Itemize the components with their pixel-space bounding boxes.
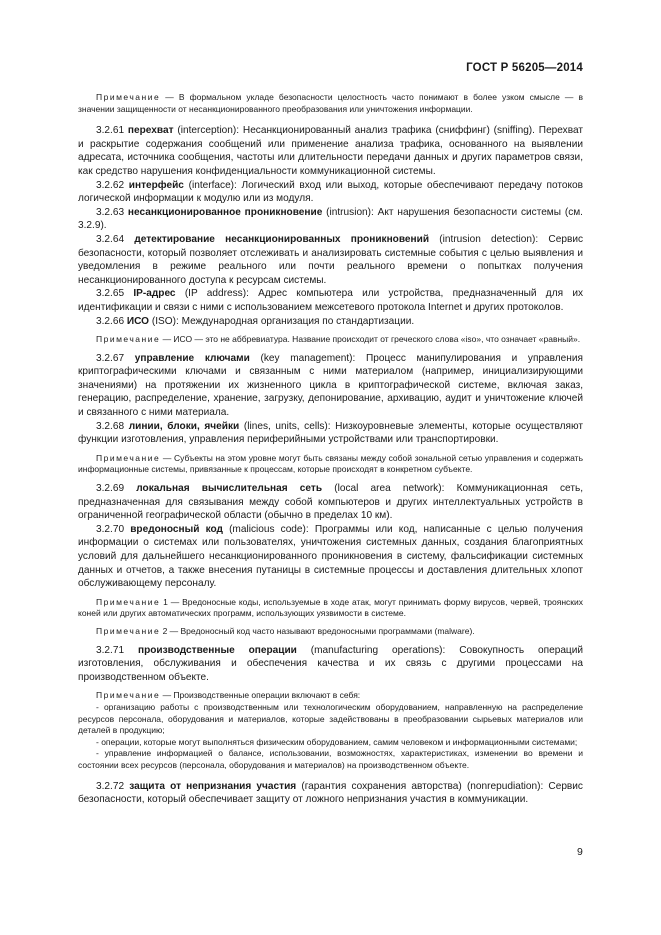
term-3-2-68: 3.2.68 линии, блоки, ячейки (lines, units, cells): Низкоуровневые элементы, которые осуществляют функции изготовления, управления периферийными устройствами или транспортировки.	[78, 420, 583, 446]
list-item: - организацию работы с производственным или технологическим оборудованием, направленную на распределение ресурсов персонала, оборудования и материалов, которые задействованы в преобразовании сырьевых материалов или деталей в продукцию;	[78, 701, 583, 736]
list-item: - управление информацией о балансе, использовании, возможностях, характеристиках, изменении во времени и состоянии всех ресурсов (персонала, оборудования и материалов) на производственном объекте.	[78, 748, 583, 770]
term-3-2-64: 3.2.64 детектирование несанкционированных проникновений (intrusion detection): Сервис безопасности, который позволяет отслеживать и анализировать системные события с целью выявления и уведомления в режиме реального или почти реального времени о попытках получения несанкционированного доступа к ресурсам системы.	[78, 233, 583, 286]
term-3-2-62: 3.2.62 интерфейс (interface): Логический вход или выход, которые обеспечивают передачу потоков логической информации к модулю или из модуля.	[78, 179, 583, 205]
term-3-2-61: 3.2.61 перехват (interception): Несанкционированный анализ трафика (сниффинг) (sniffing). Перехват и раскрытие содержания сообщений или применение анализа трафика, основанного на выявлении адресата, источника сообщения, частоты или длительности передачи данных и других параметров связи, как средство нарушения конфиденциальности коммуникационной системы.	[78, 125, 583, 177]
note-integrity: Примечание — В формальном укладе безопасности целостность часто понимают в более узком смысле — в значении защищенности от несанкционированного преобразования или уничтожения информации.	[78, 92, 583, 114]
term-3-2-71: 3.2.71 производственные операции (manufacturing operations): Совокупность операций изготовления, обслуживания и обеспечения качества и их связь с другими процессами на производственном объекте.	[78, 644, 583, 683]
note-manufacturing-intro: Примечание — Производственные операции включают в себя:	[96, 690, 361, 701]
term-3-2-65: 3.2.65 IP-адрес (IP address): Адрес компьютера или устройства, предназначенный для их идентификации и связи с ними с использованием межсетевого протокола Internet и других протоколов.	[78, 288, 584, 313]
note-malware-2: Примечание 2 — Вредоносный код часто называют вредоносными программами (malware).	[96, 625, 475, 636]
note-iso: Примечание — ИСО — это не аббревиатура. Название происходит от греческого слова «iso», что означает «равный».	[96, 334, 581, 345]
term-3-2-67: 3.2.67 управление ключами (key management): Процесс манипулирования и управления криптографическими ключами и связанным с ними материалом (например, инициализирующими значениями) на протяжении их жизненного цикла в криптографической системе, включая заказ, генерацию, распределение, хранение, загрузку, депонирование, архивацию, аудит и уничтожение ключей и связанного с ними материала.	[78, 352, 583, 419]
page-number: 9	[577, 846, 583, 858]
note-subjects: Примечание — Субъекты на этом уровне могут быть связаны между собой зональной сетью управления и содержать информационные системы, привязанные к процессам, которые происходят в конкретном субъекте.	[78, 452, 583, 475]
note-manufacturing	[78, 690, 583, 771]
document-code: ГОСТ Р 56205—2014	[466, 62, 583, 74]
page-body	[78, 92, 583, 807]
term-3-2-69: 3.2.69 локальная вычислительная сеть (local area network): Коммуникационная сеть, предназначенная для связывания между собой компьютеров и других интеллектуальных устройств в ограниченной географической области (обычно в пределах 10 км).	[78, 483, 584, 522]
term-3-2-72: 3.2.72 защита от непризнания участия (гарантия сохранения авторства) (nonrepudiation): Сервис безопасности, который обеспечивает защиту от ложного непризнания участия в коммуникации.	[78, 780, 583, 806]
term-3-2-66: 3.2.66 ИСО (ISO): Международная организация по стандартизации.	[96, 315, 415, 327]
term-3-2-63: 3.2.63 несанкционированное проникновение (intrusion): Акт нарушения безопасности системы (см. 3.2.9).	[78, 206, 583, 232]
note-malware-1: Примечание 1 — Вредоносные коды, используемые в ходе атак, могут принимать форму вирусов, червей, троянских коней или других автоматических программ, использующих уязвимости в системе.	[78, 596, 583, 619]
term-3-2-70: 3.2.70 вредоносный код (malicious code): Программы или код, написанные с целью получения информации о системах или пользователях, уничтожения системных данных, создания благоприятных условий для дальнейшего несанкционированного проникновения в систему, фальсификации системных данных и отчетов, а также внесения путаницы в системные процессы и доставления длительных хлопот обслуживающему персоналу.	[78, 523, 583, 590]
list-item: - операции, которые могут выполняться физическим оборудованием, самим человеком и информационными системами;	[96, 736, 578, 747]
